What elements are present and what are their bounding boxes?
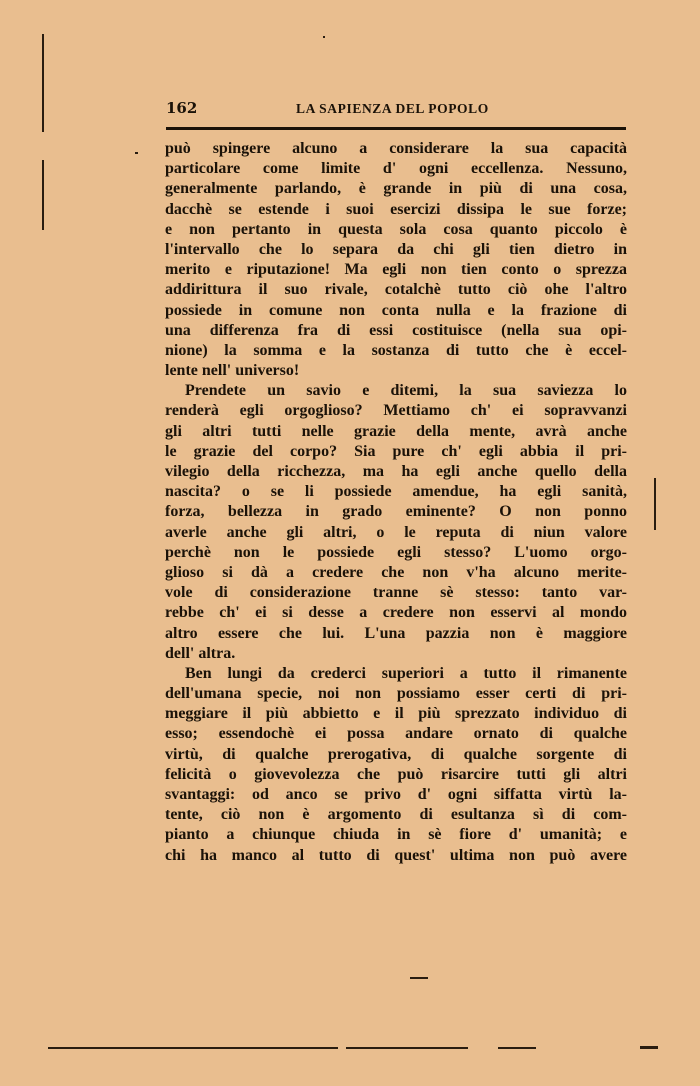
bottom-rule [498,1047,536,1049]
scan-margin-line [42,34,44,132]
text-line: perchè non le possiede egli stesso? L'uomo orgo- [165,543,627,561]
text-line: renderà egli orgoglioso? Mettiamo ch' ei sopravvanzi [165,402,627,420]
bottom-rule [346,1047,468,1049]
text-line: forza, bellezza in grado eminente? O non ponno [165,503,627,521]
text-line: chi ha manco al tutto di quest' ultima non può avere [165,846,627,864]
text-line: felicità o giovevolezza che può risarcire tutti gli altri [165,765,627,783]
text-line: nione) la somma e la sostanza di tutto che è eccel- [165,341,627,359]
text-line: nascita? o se li possiede amendue, ha egli sanità, [165,483,627,501]
scan-margin-dot [135,152,138,154]
text-line: possiede in comune non conta nulla e la frazione di [165,301,627,319]
bottom-printer-mark [410,977,428,979]
text-line: le grazie del corpo? Sia pure ch' egli abbia il pri- [165,442,627,460]
text-line: virtù, di qualche prerogativa, di qualche sorgente di [165,745,627,763]
text-line: rebbe ch' ei si desse a credere non esservi al mondo [165,604,627,622]
text-line: esso; essendochè ei possa andare ornato di qualche [165,725,627,743]
text-line: altro essere che lui. L'una pazzia non è maggiore [165,624,627,642]
text-line: averle anche gli altri, o le reputa di niun valore [165,523,627,541]
paragraph [165,139,627,381]
text-line: pianto a chiunque chiuda in sè fiore d' umanità; e [165,826,627,844]
scan-margin-line [654,478,656,530]
body-text [165,139,627,866]
scan-margin-line [42,160,44,230]
text-line: dacchè se estende i suoi esercizi dissipa le sue forze; [165,200,627,218]
text-line: tente, ciò non è argomento di esultanza sì di com- [165,806,627,824]
text-line: lente nell' universo! [165,362,300,380]
text-line: vilegio della ricchezza, ma ha egli anche quello della [165,463,627,480]
scan-margin-dot [323,36,325,38]
text-line: dell'umana specie, noi non possiamo esser certi di pri- [165,685,627,703]
bottom-rule [48,1047,338,1049]
text-line: dell' altra. [165,644,236,662]
text-line: generalmente parlando, è grande in più di una cosa, [165,180,627,198]
text-line: l'intervallo che lo separa da chi gli tien dietro in [165,240,627,258]
text-line: addirittura il suo rivale, cotalchè tutto ciò ohe l'altro [165,281,627,299]
text-line: merito e riputazione! Ma egli non tien conto o sprezza [165,261,627,279]
page-number: 162 [166,99,198,117]
bottom-rule [640,1046,658,1049]
header-rule [166,127,626,130]
paragraph [165,381,627,664]
text-line: Prendete un savio e ditemi, la sua saviezza lo [185,382,627,400]
text-line: svantaggi: od anco se privo d' ogni siffatta virtù la- [165,786,627,803]
text-line: Ben lungi da crederci superiori a tutto il rimanente [185,664,627,682]
text-line: e non pertanto in questa sola cosa quanto piccolo è [165,220,627,238]
text-line: gli altri tutti nelle grazie della mente, avrà anche [165,422,627,440]
paragraph [165,664,627,866]
text-line: particolare come limite d' ogni eccellenza. Nessuno, [165,160,627,178]
text-line: una differenza fra di essi costituisce (nella sua opi- [165,321,627,339]
page-header [166,99,626,117]
text-line: glioso si dà a credere che non v'ha alcuno merite- [165,563,627,581]
running-title: LA SAPIENZA DEL POPOLO [296,101,489,116]
text-line: meggiare il più abbietto e il più sprezzato individuo di [165,705,627,723]
text-line: vole di considerazione tranne sè stesso: tanto var- [165,584,627,602]
text-line: può spingere alcuno a considerare la sua capacità [165,140,627,157]
